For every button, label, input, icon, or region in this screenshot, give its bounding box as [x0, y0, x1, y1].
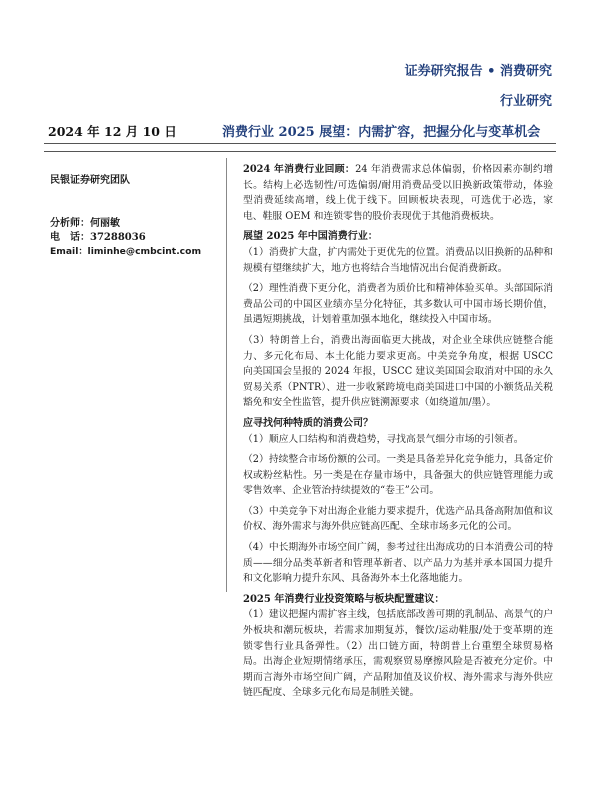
outlook-title: 展望 2025 年中国消费行业：: [243, 231, 378, 243]
report-title: 消费行业 2025 展望：内需扩容，把握分化与变革机会: [222, 125, 541, 140]
companies-item: （4）中长期海外市场空间广阔，参考过往出海成功的日本消费公司的特质——细分品类革新者和管理革新者、以产品力为基并承本国国力提升和文化影响力提升东风、具备海外本土化落地能力。: [243, 542, 553, 585]
companies-item: （2）持续整合市场份额的公司。一类是具备差异化竞争能力，具备定价权或粉丝粘性。另一类是在存量市场中，具备强大的供应链管理能力或零售效率、企业管治持续提效的“卷王”公司。: [243, 454, 553, 497]
phone-number: 37288036: [90, 232, 146, 243]
analyst-row: [50, 217, 220, 231]
companies-item: （3）中美竞争下对出海企业能力要求提升，优选产品具备高附加值和议价权、海外需求与海外供应链高匹配、全球市场多元化的公司。: [243, 505, 553, 533]
outlook-item: （2）理性消费下更分化，消费者为质价比和精神体验买单。头部国际消费品公司的中国区业绩亦呈分化特征，其多数认可中国市场长期价值，虽遇短期挑战，计划着重加强本地化，继续投入中国市场。: [243, 283, 553, 326]
report-category: 行业研究: [499, 94, 552, 109]
phone-row: [50, 231, 220, 245]
sidebar: [50, 171, 220, 259]
companies-item: （1）顺应人口结构和消费趋势，寻找高景气细分市场的引领者。: [243, 433, 524, 445]
main-content: [243, 162, 553, 706]
column-divider: [226, 158, 227, 592]
report-date: 2024 年 12 月 10 日: [48, 124, 177, 139]
email-address[interactable]: liminhe@cmbcint.com: [87, 246, 202, 257]
phone-label: 电 话：: [50, 232, 90, 243]
strategy-title: 2025 年消费行业投资策略与板块配置建议：: [243, 593, 445, 605]
analyst-label: 分析师：: [50, 218, 90, 229]
header-rule-bottom: [44, 151, 556, 152]
review-title: 2024 年消费行业回顾：: [243, 164, 356, 175]
header-rule-top: [44, 143, 556, 144]
report-type: 证券研究报告 • 消费研究: [404, 64, 552, 79]
strategy-text: （1）建议把握内需扩容主线，包括底部改善可期的乳制品、高景气的户外板块和潮玩板块，若需求加期复苏，餐饮/运动鞋服/处于变革期的连锁零售行业具备弹性。（2）出口链方面，特朗普上台重塑全球贸易格局。出海企业短期情绪承压，需观察贸易摩擦风险是否被充分定价。中期而言海外市场空间广阔，产品附加值及议价权、海外需求与海外供应链匹配度、全球多元化布局是制胜关键。: [243, 609, 553, 699]
companies-title: 应寻找何种特质的消费公司？: [243, 417, 373, 429]
review-paragraph: [243, 162, 553, 224]
review-text: 24 年消费需求总体偏弱，价格因素亦制约增长。结构上必选韧性/可选偏弱/耐用消费品受以旧换新政策带动，体验型消费延续高增，线上优于线下。回顾板块表现，可选优于必选，家电、鞋服 OEM 和连锁零售的股价表现优于其他消费板块。: [243, 164, 553, 222]
outlook-item: （3）特朗普上台，消费出海面临更大挑战，对企业全球供应链整合能力、多元化布局、本土化能力要求更高。中美竞争角度，根据 USCC 向美国国会呈报的 2024 年报，USCC 建议美国国会取消对中国的永久贸易关系（PNTR）、进一步收紧跨境电商美国进口中国的小额货品关税豁免和安全性监管，提升供应链溯源要求（如绕道加/墨）。: [243, 334, 553, 409]
outlook-item: （1）消费扩大盘，扩内需处于更优先的位置。消费品以旧换新的品种和规模有望继续扩大，地方也将结合当地情况出台促消费新政。: [243, 246, 553, 274]
team-name: 民银证券研究团队: [50, 175, 130, 186]
email-label: Email：: [50, 246, 88, 257]
email-row: [50, 245, 220, 259]
analyst-name: 何丽敏: [90, 218, 120, 229]
